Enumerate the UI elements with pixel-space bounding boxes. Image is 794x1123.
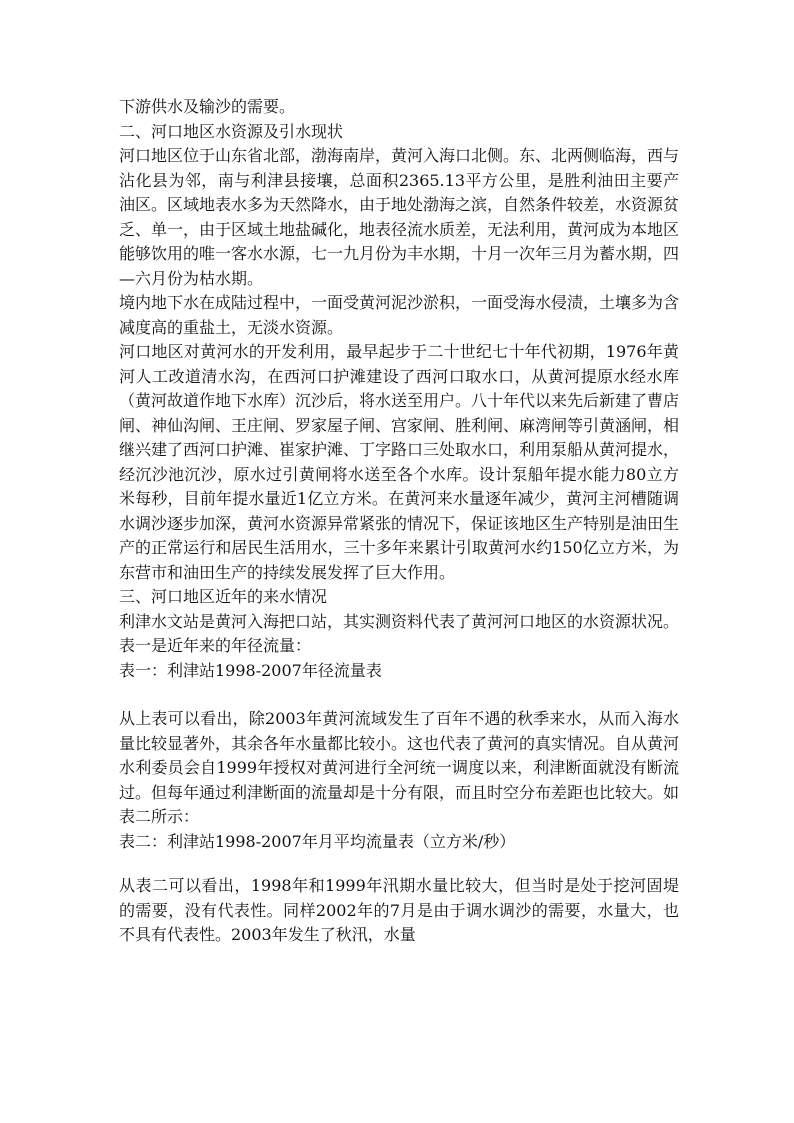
table1-caption: 表一：利津站1998-2007年径流量表	[119, 660, 382, 680]
section-heading-2: 二、河口地区水资源及引水现状	[119, 121, 344, 141]
paragraph-lijin-station: 利津水文站是黄河入海把口站，其实测资料代表了黄河河口地区的水资源状况。表一是近年来的年径流量：	[119, 611, 680, 655]
paragraph-table1-analysis: 从上表可以看出，除2003年黄河流域发生了百年不遇的秋季来水，从而入海水量比较显著外，其余各年水量都比较小。这也代表了黄河的真实情况。自从黄河水利委员会自1999年授权对黄河进行全河统一调度以来，利津断面就没有断流过。但每年通过利津断面的流量却是十分有限，而且时空分布差距也比较大。如表二所示：	[119, 709, 680, 826]
paragraph-development: 河口地区对黄河水的开发利用，最早起步于二十世纪七十年代初期，1976年黄河人工改道清水沟，在西河口护滩建设了西河口取水口，从黄河提原水经水库（黄河故道作地下水库）沉沙后，将水送至用户。八十年代以来先后新建了曹店闸、神仙沟闸、王庄闸、罗家屋子闸、宫家闸、胜利闸、麻湾闸等引黄涵闸，相继兴建了西河口护滩、崔家护滩、丁字路口三处取水口，利用泵船从黄河提水，经沉沙池沉沙，原水过引黄闸将水送至各个水库。设计泵船年提水能力80立方米每秒，目前年提水量近1亿立方米。在黄河来水量逐年减少，黄河主河槽随调水调沙逐步加深，黄河水资源异常紧张的情况下，保证该地区生产特别是油田生产的正常运行和居民生活用水，三十多年来累计引取黄河水约150亿立方米，为东营市和油田生产的持续发展发挥了巨大作用。	[119, 342, 680, 582]
paragraph-geography: 河口地区位于山东省北部，渤海南岸，黄河入海口北侧。东、北两侧临海，西与沾化县为邻，南与利津县接壤，总面积2365.13平方公里，是胜利油田主要产油区。区域地表水多为天然降水，由于地处渤海之滨，自然条件较差，水资源贫乏、单一，由于区域土地盐碱化，地表径流水质差，无法利用，黄河成为本地区能够饮用的唯一客水水源，七一九月份为丰水期，十月一次年三月为蓄水期，四—六月份为枯水期。	[119, 146, 680, 288]
document-page	[119, 95, 679, 948]
section-heading-3: 三、河口地区近年的来水情况	[119, 587, 328, 606]
table2-caption: 表二：利津站1998-2007年月平均流量表（立方米/秒）	[119, 831, 516, 851]
table2-placeholder	[119, 854, 679, 874]
paragraph-intro: 下游供水及输沙的需要。	[119, 97, 296, 116]
paragraph-groundwater: 境内地下水在成陆过程中，一面受黄河泥沙淤积，一面受海水侵渍，土壤多为含减度高的重盐土，无淡水资源。	[119, 293, 680, 337]
table1-placeholder	[119, 683, 679, 707]
paragraph-table2-analysis: 从表二可以看出，1998年和1999年汛期水量比较大，但当时是处于挖河固堤的需要，没有代表性。同样2002年的7月是由于调水调沙的需要，水量大，也不具有代表性。2003年发生了秋汛，水量	[119, 876, 679, 944]
